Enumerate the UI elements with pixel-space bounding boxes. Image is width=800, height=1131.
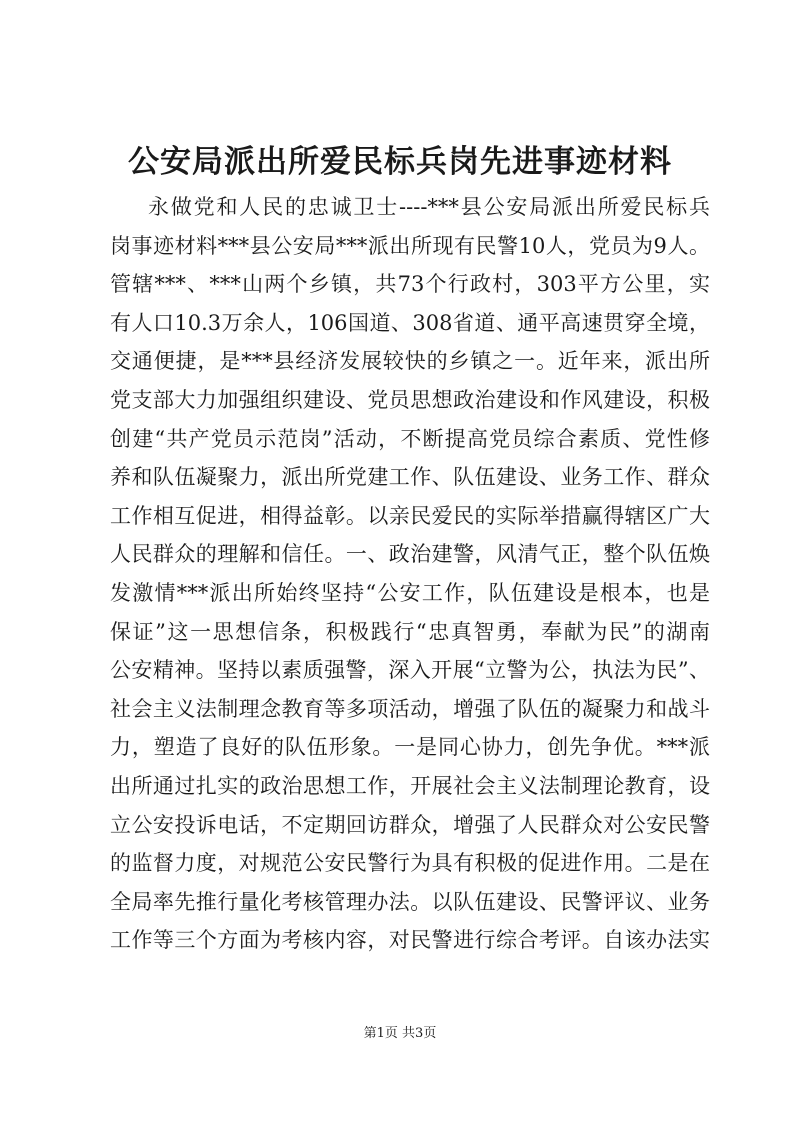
body-line: 立公安投诉电话，不定期回访群众，增强了人民群众对公安民警 — [110, 812, 710, 837]
body-line: 党支部大力加强组织建设、党员思想政治建设和作风建设，积极 — [110, 387, 710, 412]
body-line: 管辖***、***山两个乡镇，共73个行政村，303平方公里，实 — [110, 272, 710, 297]
body-line: 永做党和人民的忠诚卫士----***县公安局派出所爱民标兵 — [148, 195, 710, 219]
body-line: 岗事迹材料***县公安局***派出所现有民警10人，党员为9人。 — [110, 233, 710, 258]
document-body — [110, 188, 710, 960]
body-line: 工作等三个方面为考核内容，对民警进行综合考评。自该办法实 — [110, 928, 710, 953]
body-line: 的监督力度，对规范公安民警行为具有积极的促进作用。二是在 — [110, 851, 710, 876]
body-line: 创建“共产党员示范岗”活动，不断提高党员综合素质、党性修 — [110, 426, 710, 451]
body-line: 发激情***派出所始终坚持“公安工作，队伍建设是根本，也是 — [110, 580, 710, 605]
body-line: 有人口10.3万余人，106国道、308省道、通平高速贯穿全境， — [110, 310, 710, 335]
body-line: 工作相互促进，相得益彰。以亲民爱民的实际举措赢得辖区广大 — [110, 503, 710, 528]
body-line: 力，塑造了良好的队伍形象。一是同心协力，创先争优。***派 — [110, 735, 710, 760]
page-footer: 第1页 共3页 — [363, 1026, 437, 1041]
document-title: 公安局派出所爱民标兵岗先进事迹材料 — [128, 144, 672, 180]
body-line: 养和队伍凝聚力，派出所党建工作、队伍建设、业务工作、群众 — [110, 465, 710, 490]
body-line: 出所通过扎实的政治思想工作，开展社会主义法制理论教育，设 — [110, 773, 710, 798]
body-line: 人民群众的理解和信任。一、政治建警，风清气正，整个队伍焕 — [110, 542, 710, 567]
body-line: 全局率先推行量化考核管理办法。以队伍建设、民警评议、业务 — [110, 889, 710, 914]
body-line: 社会主义法制理念教育等多项活动，增强了队伍的凝聚力和战斗 — [110, 696, 710, 721]
body-line: 公安精神。坚持以素质强警，深入开展“立警为公，执法为民”、 — [110, 658, 710, 683]
body-line: 交通便捷，是***县经济发展较快的乡镇之一。近年来，派出所 — [110, 349, 710, 374]
body-line: 保证”这一思想信条，积极践行“忠真智勇，奉献为民”的湖南 — [110, 619, 710, 644]
